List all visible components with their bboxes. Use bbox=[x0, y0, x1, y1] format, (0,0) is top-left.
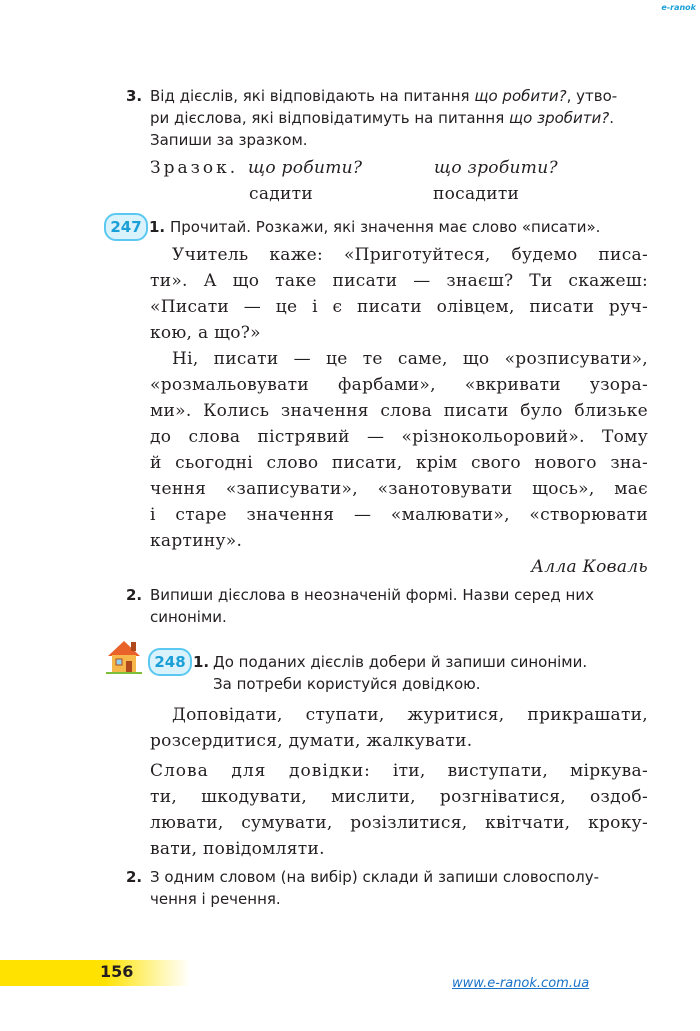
task-number: 2. bbox=[126, 868, 143, 886]
ex247-task2-line: синоніми. bbox=[150, 608, 227, 626]
exercise-number-badge: 247 bbox=[104, 213, 148, 241]
poem-line: кою, а що?» bbox=[150, 323, 261, 343]
text-line: до слова пістрявий — «різнокольоровий». Тому bbox=[150, 427, 648, 447]
task-number: 2. bbox=[126, 586, 143, 604]
exercise-number-badge: 248 bbox=[148, 648, 192, 676]
text-line: картину». bbox=[150, 531, 243, 551]
ex248-task2-line: чення і речення. bbox=[150, 890, 281, 908]
poem-line: ти». А що таке писати — знаєш? Ти скажеш: bbox=[150, 271, 648, 291]
ex247-task1-text: Прочитай. Розкажи, які значення має слово «писати». bbox=[170, 218, 601, 236]
sample-word-2: посадити bbox=[433, 184, 520, 204]
help-line: Слова для довідки: іти, виступати, міркува- bbox=[150, 761, 648, 781]
publisher-url-link[interactable]: www.e-ranok.com.ua bbox=[452, 976, 590, 991]
ex248-task1-line: За потреби користуйся довідкою. bbox=[213, 675, 481, 693]
page-number-bar bbox=[0, 960, 190, 986]
author-name: Алла Коваль bbox=[531, 557, 648, 577]
text-line: чення «записувати», «занотовувати щось», має bbox=[150, 479, 648, 499]
page-number: 156 bbox=[100, 962, 134, 981]
task-number: 1. bbox=[149, 218, 166, 236]
ex248-task2-line: З одним словом (на вибір) склади й запиши словосполу- bbox=[150, 868, 600, 886]
task-number: 1. bbox=[193, 653, 210, 671]
ex247-task2-line: Випиши дієслова в неозначеній формі. Назви серед них bbox=[150, 586, 594, 604]
sample-question-2: що зробити? bbox=[434, 158, 558, 178]
house-icon bbox=[104, 636, 144, 676]
task-number: 3. bbox=[126, 87, 143, 105]
word-list-line: розсердитися, думати, жалкувати. bbox=[150, 731, 473, 751]
sample-label: Зразок. bbox=[150, 158, 239, 178]
help-line: вати, повідомляти. bbox=[150, 839, 325, 859]
text-line: Ні, писати — це те саме, що «розписувати», bbox=[172, 349, 648, 369]
sample-question-1: що робити? bbox=[248, 158, 363, 178]
poem-line: «Писати — це і є писати олівцем, писати руч- bbox=[150, 297, 648, 317]
text-line: й сьогодні слово писати, крім свого нового зна- bbox=[150, 453, 648, 473]
ex248-task1-line: До поданих дієслів добери й запиши синоніми. bbox=[213, 653, 588, 671]
task3-line1: Від дієслів, які відповідають на питання що робити?, утво- bbox=[150, 87, 618, 105]
help-line: ти, шкодувати, мислити, розгніватися, оздоб- bbox=[150, 787, 648, 807]
poem-line: Учитель каже: «Приготуйтеся, будемо писа- bbox=[172, 245, 648, 265]
help-line: лювати, сумувати, розізлитися, квітчати, кроку- bbox=[150, 813, 648, 833]
help-label: Слова для довідки: bbox=[150, 761, 371, 781]
publisher-logo: e-ranok bbox=[661, 3, 696, 12]
text-line: «розмальовувати фарбами», «вкривати узора- bbox=[150, 375, 648, 395]
task3-line3: Запиши за зразком. bbox=[150, 131, 308, 149]
sample-word-1: садити bbox=[249, 184, 313, 204]
text-line: і старе значення — «малювати», «створювати bbox=[150, 505, 648, 525]
word-list-line: Доповідати, ступати, журитися, прикрашати, bbox=[172, 705, 648, 725]
text-line: ми». Колись значення слова писати було близьке bbox=[150, 401, 648, 421]
task3-line2: ри дієслова, які відповідатимуть на питання що зробити?. bbox=[150, 109, 615, 127]
